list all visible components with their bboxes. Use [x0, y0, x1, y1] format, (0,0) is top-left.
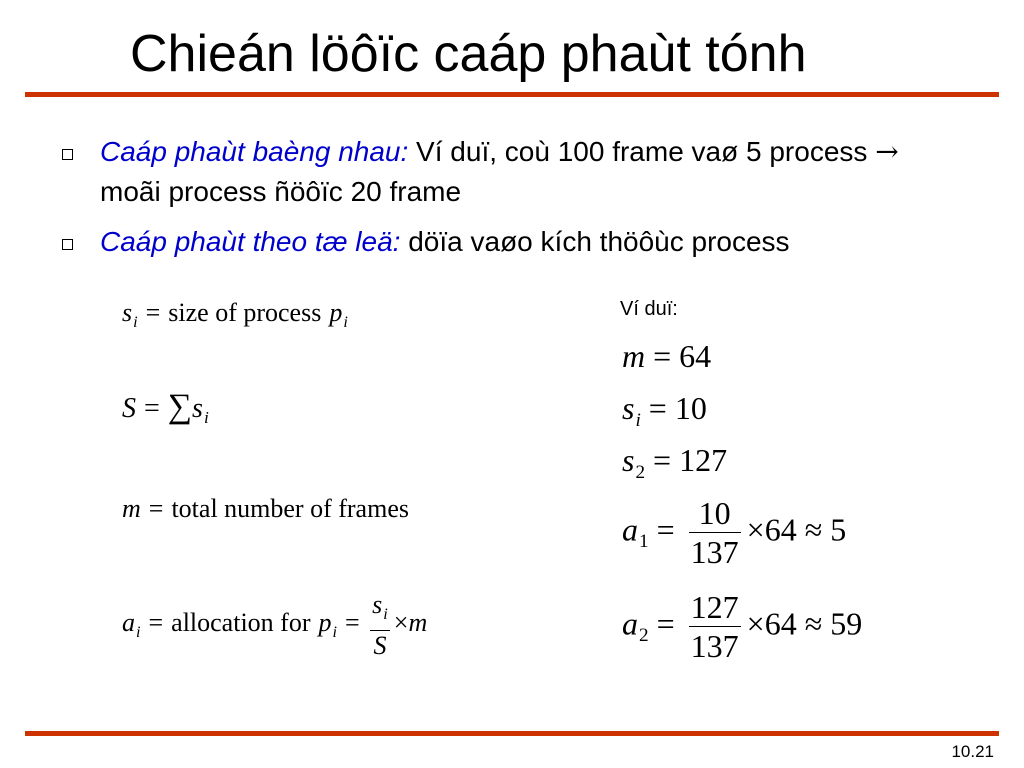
def-total-size: $S = \sum s_i$: [122, 388, 209, 428]
bullet-text: döïa vaøo kích thöôùc process: [400, 226, 790, 257]
example-m: m = 64: [622, 338, 712, 374]
slide-title: Chieán löôïc caáp phaùt tónh: [130, 25, 807, 83]
example-a1: $a_1$ = $\frac{10}{137}$ ×64 ≈ 5: [622, 495, 847, 571]
bullet-proportional-allocation: [62, 222, 942, 262]
a2-fraction: $\frac{127}{137}$: [690, 589, 739, 665]
def-process-size: $s_i$ = size of process $p_i$: [122, 298, 348, 331]
page-number: 10.21: [951, 742, 994, 761]
title-divider: [25, 92, 999, 97]
bullet-heading: Caáp phaùt theo tæ leä:: [100, 226, 401, 257]
bullet-text: Ví duï, coù 100 frame vaø 5 process: [408, 136, 876, 167]
sum-icon: ∑: [167, 388, 193, 425]
bullet-text: moãi process ñöôïc 20 frame: [100, 176, 462, 207]
example-s1: $s_i = 10$: [622, 390, 707, 431]
def-allocation: $a_i$ = allocation for $p_i$ = $\frac{s_i}{S}$ ×m: [122, 590, 428, 660]
allocation-fraction: $\frac{s_i}{S}$: [372, 590, 388, 660]
arrow-icon: →: [875, 135, 899, 168]
square-bullet-icon: [62, 149, 73, 160]
square-bullet-icon: [62, 239, 73, 250]
footer-divider: [25, 731, 999, 736]
example-label: Ví duï:: [620, 298, 678, 320]
example-a2: $a_2$ = $\frac{127}{137}$ ×64 ≈ 59: [622, 589, 863, 665]
bullet-equal-allocation: [62, 132, 942, 212]
bullet-heading: Caáp phaùt baèng nhau:: [100, 136, 409, 167]
a1-fraction: $\frac{10}{137}$: [690, 495, 739, 571]
def-total-frames: m = total number of frames: [122, 494, 409, 523]
example-s2: $s_2 = 127$: [622, 442, 728, 483]
